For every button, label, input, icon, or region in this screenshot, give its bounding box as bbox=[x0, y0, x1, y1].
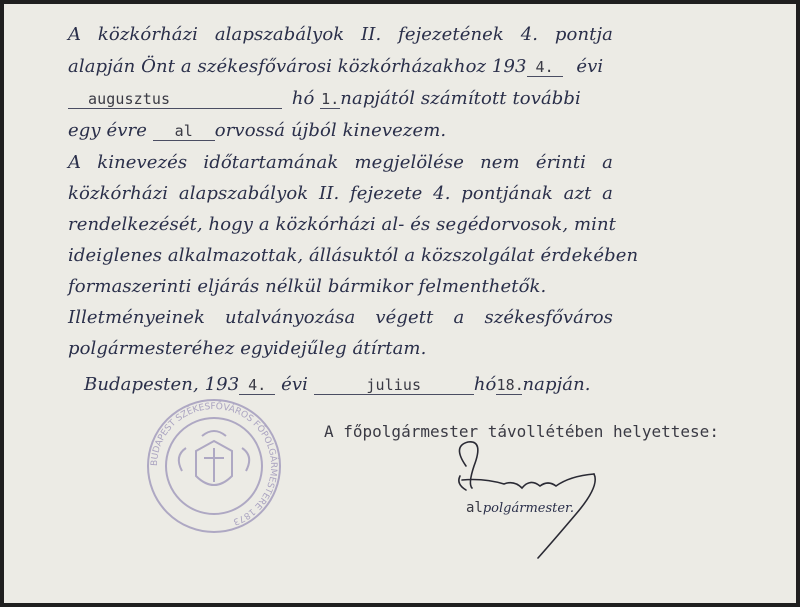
dateline-month: julius bbox=[314, 376, 474, 395]
dateline bbox=[84, 374, 591, 395]
p2-line3: rendelkezését, hogy a közkórházi al- és segédorvosok, mint bbox=[68, 214, 617, 235]
dateline-evi: évi bbox=[281, 374, 308, 395]
p1-line4-post: orvossá újból kinevezem. bbox=[214, 120, 447, 141]
p2-line4: ideiglenes alkalmazottak, állásuktól a közszolgálat érdekében bbox=[68, 245, 639, 266]
document-page bbox=[4, 4, 796, 603]
dateline-ho: hó bbox=[473, 374, 497, 395]
p3-line1: Illetményeinek utalványozása végett a székesfőváros bbox=[68, 307, 613, 328]
p3-line2: polgármesteréhez egyidejűleg átírtam. bbox=[68, 338, 427, 359]
p1-line3-ho: hó bbox=[291, 88, 315, 109]
p1-line3-text: napjától számított további bbox=[340, 88, 581, 109]
rank-blank: al bbox=[153, 122, 215, 141]
p1-line1: A közkórházi alapszabályok II. fejezetének 4. pontja bbox=[68, 24, 613, 45]
dateline-day: 18. bbox=[496, 376, 524, 394]
title-prefix: al bbox=[466, 500, 483, 516]
dateline-year: 4. bbox=[239, 376, 275, 395]
month-blank: augusztus bbox=[68, 90, 282, 109]
seal-text: BUDAPEST SZÉKESFŐVÁROS FŐPOLGÁRMESTERE 1873 bbox=[149, 401, 279, 527]
title-text: polgármester. bbox=[482, 501, 574, 516]
p1-line3 bbox=[68, 88, 581, 109]
day-blank: 1. bbox=[321, 90, 340, 108]
p2-line5: formaszerinti eljárás nélkül bármikor felmenthetők. bbox=[68, 276, 547, 297]
year-blank: 4. bbox=[527, 58, 563, 77]
p1-line2-text: alapján Önt a székesfővárosi közkórházakhoz 193 bbox=[68, 56, 527, 77]
dateline-napjan: napján. bbox=[522, 374, 591, 395]
dateline-city: Budapesten, 193 bbox=[84, 374, 240, 395]
p1-line2-evi: évi bbox=[576, 56, 604, 77]
official-seal-stamp bbox=[144, 396, 284, 536]
p1-line4 bbox=[68, 120, 446, 141]
p1-line2 bbox=[68, 56, 603, 77]
p2-line2: közkórházi alapszabályok II. fejezete 4. pontjának azt a bbox=[68, 183, 613, 204]
p1-line4-pre: egy évre bbox=[68, 120, 147, 141]
p2-line1: A kinevezés időtartamának megjelölése nem érinti a bbox=[68, 152, 613, 173]
signature-title bbox=[466, 500, 574, 516]
representative-line: A főpolgármester távollétében helyettese: bbox=[324, 422, 719, 441]
